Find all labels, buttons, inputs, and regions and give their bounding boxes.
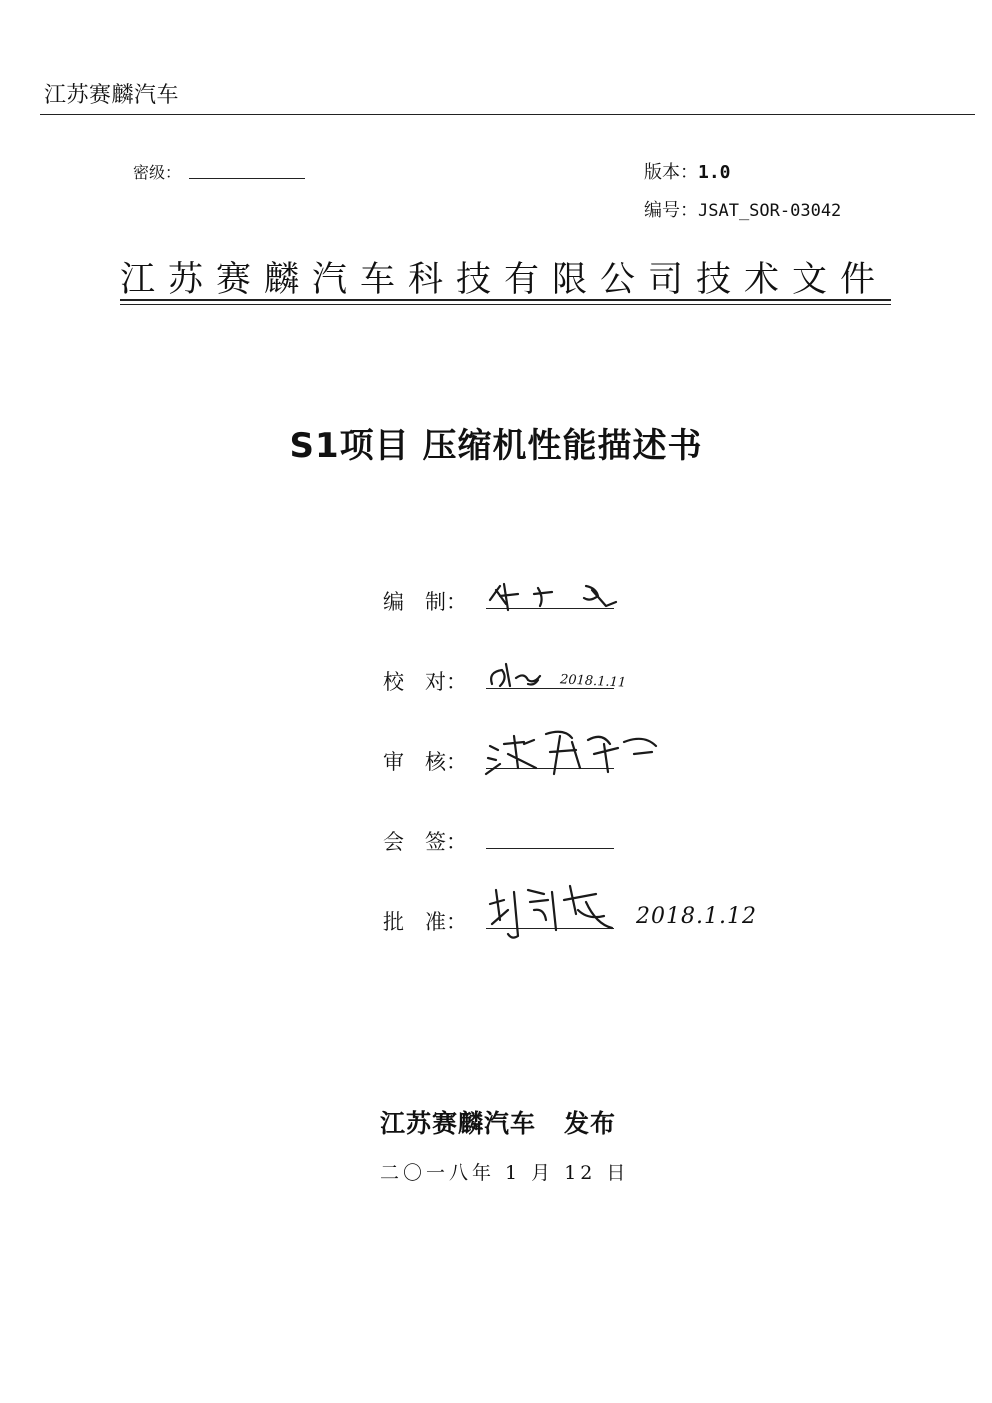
publish-date: 二〇一八年 1 月 12 日 — [380, 1162, 630, 1184]
document-title: S1项目 压缩机性能描述书 — [289, 426, 703, 466]
secrecy-blank-line — [189, 178, 305, 179]
document-number-value: JSAT_SOR-03042 — [698, 201, 842, 221]
countersign-label: 会 签： — [383, 830, 467, 854]
version-value: 1.0 — [698, 162, 731, 183]
header-company-name: 江苏赛麟汽车 — [44, 83, 180, 108]
document-type-rule-thin — [120, 304, 891, 305]
countersign-row — [383, 826, 483, 856]
checked-by-row — [383, 666, 483, 696]
version-field — [644, 158, 731, 184]
reviewed-by-label: 审 核： — [383, 750, 467, 774]
checked-by-date: 2018.1.11 — [559, 672, 627, 691]
publisher-name: 江苏赛麟汽车 — [380, 1109, 537, 1138]
document-type-rule-thick — [120, 299, 891, 301]
prepared-by-signature — [486, 580, 626, 616]
approved-by-signature — [486, 880, 636, 944]
version-label: 版本： — [644, 162, 698, 183]
reviewed-by-row — [383, 746, 483, 776]
document-number-field — [644, 196, 841, 222]
secrecy-label: 密级： — [133, 163, 182, 182]
publish-action: 发布 — [564, 1109, 617, 1138]
checked-by-label: 校 对： — [383, 670, 467, 694]
publisher-line — [380, 1104, 616, 1140]
approved-by-date: 2018.1.12 — [636, 904, 757, 929]
document-type-heading: 江苏赛麟汽车科技有限公司技术文件 — [120, 260, 889, 300]
prepared-by-row — [383, 586, 483, 616]
approved-by-label: 批 准： — [383, 910, 467, 934]
prepared-by-label: 编 制： — [383, 590, 467, 614]
countersign-line — [486, 848, 614, 849]
approved-by-row — [383, 906, 483, 936]
reviewed-by-signature — [484, 724, 674, 778]
document-number-label: 编号： — [644, 200, 698, 221]
header-divider — [40, 114, 975, 115]
